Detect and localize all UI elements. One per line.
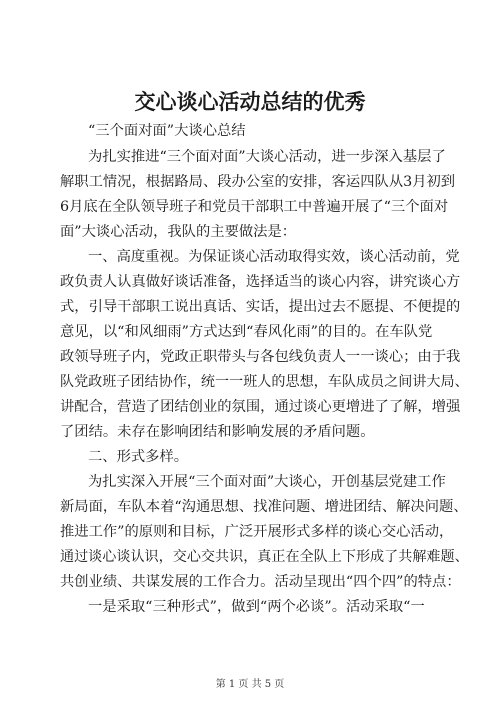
section-heading: 二、形式多样。 <box>88 449 189 465</box>
body-line: 通过谈心谈认识，交心交共识，真正在全队上下形成了共解难题、 <box>60 549 469 565</box>
body-line: 推进工作”的原则和目标，广泛开展形式多样的谈心交心活动， <box>60 524 454 540</box>
body-line: 讲配合，营造了团结创业的氛围，通过谈心更增进了了解，增强 <box>60 399 461 415</box>
body-line: 为扎实推进“三个面对面”大谈心活动，进一步深入基层了 <box>88 149 446 165</box>
body-line: 为扎实深入开展“三个面对面”大谈心，开创基层党建工作 <box>88 474 446 490</box>
body-line: 一、高度重视。为保证谈心活动取得实效，谈心活动前，党 <box>88 249 460 265</box>
body-line: 6月底在全队领导班子和党员干部职工中普遍开展了“三个面对 <box>60 199 449 215</box>
body-line: 解职工情况，根据路局、段办公室的安排，客运四队从3月初到 <box>60 174 456 190</box>
page-footer: 第 1 页 共 5 页 <box>215 679 285 690</box>
document-title: 交心谈心活动总结的优秀 <box>134 89 366 114</box>
body-line: 政负责人认真做好谈话准备，选择适当的谈心内容，讲究谈心方 <box>60 274 461 290</box>
body-line: 意见，以“和风细雨”方式达到“春风化雨”的目的。在车队党 <box>60 324 433 340</box>
body-line: 共创业绩、共谋发展的工作合力。活动呈现出“四个四”的特点： <box>60 574 461 590</box>
body-line: 新局面，车队本着“沟通思想、找准问题、增进团结、解决问题、 <box>60 499 468 515</box>
body-line: 了团结。未存在影响团结和影响发展的矛盾问题。 <box>60 424 375 440</box>
body-line: 政领导班子内，党政正职带头与各包线负责人一一谈心；由于我 <box>60 349 461 365</box>
body-line: 面”大谈心活动，我队的主要做法是： <box>60 224 297 240</box>
body-line: 队党政班子团结协作，统一一班人的思想，车队成员之间讲大局、 <box>60 374 469 390</box>
body-line: 式，引导干部职工说出真话、实话，提出过去不愿提、不便提的 <box>60 299 461 315</box>
subtitle-line: “三个面对面”大谈心总结 <box>88 123 246 139</box>
body-line: 一是采取“三种形式”，做到“两个必谈”。活动采取“一 <box>88 599 425 615</box>
